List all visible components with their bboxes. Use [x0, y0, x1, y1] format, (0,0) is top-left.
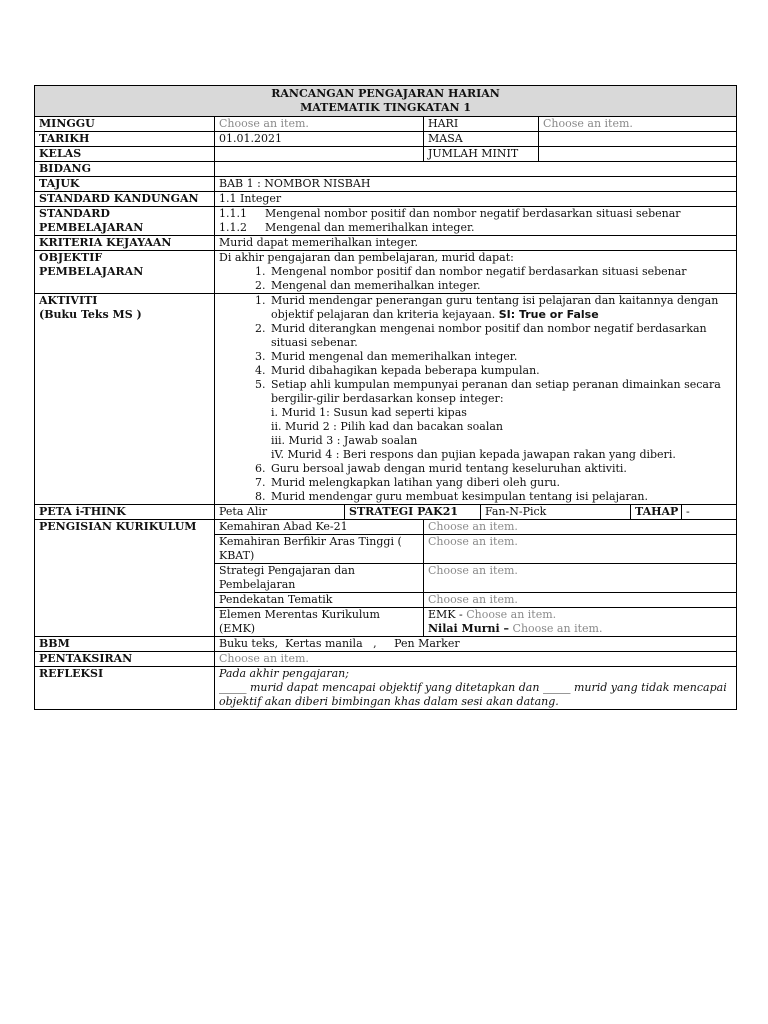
aktiviti-field[interactable]	[215, 294, 737, 505]
kurikulum-row	[35, 520, 737, 535]
nilai-select[interactable]: Choose an item.	[512, 622, 603, 635]
bbm-row	[35, 637, 737, 652]
minggu-label: MINGGU	[35, 117, 215, 132]
list-item: 8. Murid mendengar guru membuat kesimpulan tentang isi pelajaran.	[269, 490, 732, 504]
tarikh-row	[35, 132, 737, 147]
standard-kandungan-field[interactable]: 1.1 Integer	[215, 192, 737, 207]
standard-kandungan-row	[35, 192, 737, 207]
list-item: 4. Murid dibahagikan kepada beberapa kumpulan.	[269, 364, 732, 378]
list-item: 1. Murid mendengar penerangan guru tentang isi pelajaran dan kaitannya dengan objektif pelajaran dan kriteria kejayaan. SI: True or False	[269, 294, 732, 322]
refleksi-field[interactable]	[215, 667, 737, 710]
title-row	[35, 86, 737, 117]
role-item: ii. Murid 2 : Pilih kad dan bacakan soalan	[271, 420, 503, 433]
tarikh-label: TARIKH	[35, 132, 215, 147]
title-line-2: MATEMATIK TINGKATAN 1	[300, 101, 472, 114]
emk-line: EMK - Choose an item.	[428, 608, 557, 621]
nilai-line: Nilai Murni – Choose an item.	[428, 622, 603, 635]
aktiviti-label-cell	[35, 294, 215, 505]
kurikulum-item-name: Elemen Merentas Kurikulum (EMK)	[215, 608, 424, 637]
bbm-field[interactable]: Buku teks, Kertas manila , Pen Marker	[215, 637, 737, 652]
si-strategy: SI: True or False	[498, 308, 599, 321]
kelas-row	[35, 147, 737, 162]
kurikulum-select[interactable]: Choose an item.	[424, 535, 737, 564]
kurikulum-item-name: Strategi Pengajaran dan Pembelajaran	[215, 564, 424, 593]
title-line-1: RANCANGAN PENGAJARAN HARIAN	[271, 87, 500, 100]
strategi-label: STRATEGI PAK21	[345, 505, 481, 520]
list-item: 7. Murid melengkapkan latihan yang diberi oleh guru.	[269, 476, 732, 490]
pentaksiran-row	[35, 652, 737, 667]
refleksi-line-2: _____ murid dapat mencapai objektif yang ditetapkan dan _____ murid yang tidak mencapai objektif akan diberi bimbingan khas dalam sesi akan datang.	[219, 681, 727, 708]
refleksi-line-1: Pada akhir pengajaran;	[219, 667, 349, 680]
kelas-field[interactable]	[215, 147, 424, 162]
minggu-row	[35, 117, 737, 132]
kelas-label: KELAS	[35, 147, 215, 162]
kurikulum-select[interactable]: Choose an item.	[424, 593, 737, 608]
list-item: 1. Mengenal nombor positif dan nombor negatif berdasarkan situasi sebenar	[269, 265, 732, 279]
tahap-field[interactable]: -	[682, 505, 737, 520]
page-title	[35, 86, 737, 117]
peta-field[interactable]: Peta Alir	[215, 505, 345, 520]
kriteria-row	[35, 236, 737, 251]
standard-pembelajaran-row	[35, 207, 737, 236]
list-item: 5. Setiap ahli kumpulan mempunyai peranan dan setiap peranan dimainkan secara bergilir-gilir berdasarkan konsep integer: i. Murid 1: Susun kad seperti kipas ii. Murid 2 : Pilih kad dan bacakan soalan iii. Murid 3 : Jawab soalan iV. Murid 4 : Beri respons dan pujian kepada jawapan rakan yang diberi.	[269, 378, 732, 462]
jumlah-minit-label: JUMLAH MINIT	[424, 147, 539, 162]
tajuk-row	[35, 177, 737, 192]
kriteria-kejayaan-field[interactable]: Murid dapat memerihalkan integer.	[215, 236, 737, 251]
kurikulum-select[interactable]: Choose an item.	[424, 564, 737, 593]
standard-pembelajaran-field[interactable]	[215, 207, 737, 236]
bidang-row	[35, 162, 737, 177]
lesson-plan-table	[34, 85, 737, 710]
pentaksiran-select[interactable]: Choose an item.	[215, 652, 737, 667]
role-item: iV. Murid 4 : Beri respons dan pujian kepada jawapan rakan yang diberi.	[271, 448, 676, 461]
kurikulum-label: PENGISIAN KURIKULUM	[35, 520, 215, 637]
role-item: iii. Murid 3 : Jawab soalan	[271, 434, 418, 447]
list-item: 2. Mengenal dan memerihalkan integer.	[269, 279, 732, 293]
tarikh-field[interactable]: 01.01.2021	[215, 132, 424, 147]
masa-label: MASA	[424, 132, 539, 147]
standard-kandungan-label: STANDARD KANDUNGAN	[35, 192, 215, 207]
aktiviti-row	[35, 294, 737, 505]
kriteria-kejayaan-label: KRITERIA KEJAYAAN	[35, 236, 215, 251]
hari-label: HARI	[424, 117, 539, 132]
masa-field[interactable]	[539, 132, 737, 147]
aktiviti-label: AKTIVITI	[39, 294, 98, 307]
tajuk-field[interactable]: BAB 1 : NOMBOR NISBAH	[215, 177, 737, 192]
bbm-label: BBM	[35, 637, 215, 652]
aktiviti-sublabel: (Buku Teks MS )	[39, 308, 142, 321]
jumlah-minit-field[interactable]	[539, 147, 737, 162]
refleksi-row	[35, 667, 737, 710]
strategi-field[interactable]: Fan-N-Pick	[481, 505, 631, 520]
objektif-intro: Di akhir pengajaran dan pembelajaran, murid dapat:	[219, 251, 514, 264]
kurikulum-item-name: Kemahiran Abad Ke-21	[215, 520, 424, 535]
objektif-list	[219, 265, 732, 293]
list-item: 3. Murid mengenal dan memerihalkan integer.	[269, 350, 732, 364]
tajuk-label: TAJUK	[35, 177, 215, 192]
hari-select[interactable]: Choose an item.	[539, 117, 737, 132]
emk-cell	[424, 608, 737, 637]
emk-select[interactable]: Choose an item.	[466, 608, 557, 621]
bidang-field[interactable]	[215, 162, 737, 177]
list-item: 6. Guru bersoal jawab dengan murid tentang keseluruhan aktiviti.	[269, 462, 732, 476]
objektif-label: OBJEKTIF PEMBELAJARAN	[35, 251, 215, 294]
standard-pembelajaran-label: STANDARD PEMBELAJARAN	[35, 207, 215, 236]
sp-item: 1.1.1 Mengenal nombor positif dan nombor negatif berdasarkan situasi sebenar	[219, 207, 681, 220]
peta-label: PETA i-THINK	[35, 505, 215, 520]
sp-item: 1.1.2 Mengenal dan memerihalkan integer.	[219, 221, 475, 234]
kurikulum-item-name: Pendekatan Tematik	[215, 593, 424, 608]
kurikulum-item-name: Kemahiran Berfikir Aras Tinggi ( KBAT)	[215, 535, 424, 564]
list-item: 2. Murid diterangkan mengenai nombor positif dan nombor negatif berdasarkan situasi sebenar.	[269, 322, 732, 350]
objektif-field[interactable]	[215, 251, 737, 294]
kurikulum-select[interactable]: Choose an item.	[424, 520, 737, 535]
bidang-label: BIDANG	[35, 162, 215, 177]
lesson-plan-sheet	[34, 85, 736, 710]
role-item: i. Murid 1: Susun kad seperti kipas	[271, 406, 467, 419]
peta-row	[35, 505, 737, 520]
tahap-label: TAHAP	[631, 505, 682, 520]
objektif-row	[35, 251, 737, 294]
aktiviti-list	[219, 294, 732, 504]
minggu-select[interactable]: Choose an item.	[215, 117, 424, 132]
refleksi-label: REFLEKSI	[35, 667, 215, 710]
pentaksiran-label: PENTAKSIRAN	[35, 652, 215, 667]
